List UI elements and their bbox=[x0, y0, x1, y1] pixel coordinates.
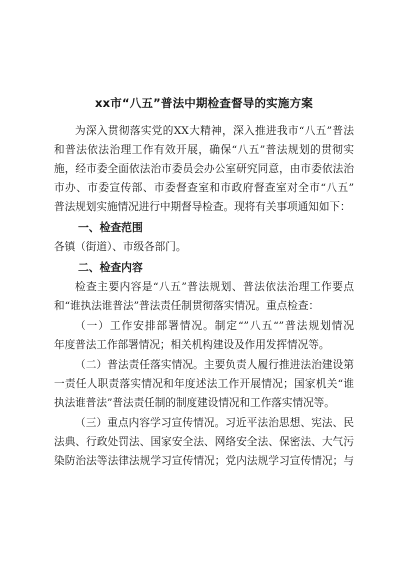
document-title: xx市“八五”普法中期检查督导的实施方案 bbox=[95, 96, 313, 110]
item3-line-2: 法典、行政处罚法、国家安全法、网络安全法、保密法、大气污 bbox=[54, 436, 354, 448]
item2-line-3: 执法谁普法”普法责任制的制度建设情况和工作落实情况等。 bbox=[54, 397, 335, 409]
intro-line-1: 为深入贯彻落实党的XX大精神，深入推进我市“八五”普法 bbox=[75, 125, 354, 137]
section1-text: 各镇（街道）、市级各部门。 bbox=[54, 241, 187, 253]
item2-line-1: （二）普法责任落实情况。主要负责人履行推进法治建设第 bbox=[75, 359, 354, 371]
section2-intro-line-1: 检查主要内容是“八五”普法规划、普法依法治理工作要点 bbox=[75, 281, 354, 293]
intro-line-2: 和普法依法治理工作有效开展，确保“八五”普法规划的贯彻实 bbox=[54, 144, 354, 156]
item3-line-3: 染防治法等法律法规学习宣传情况；党内法规学习宣传情况；与 bbox=[54, 455, 354, 467]
intro-line-3: 施，经市委全面依法治市委员会办公室研究同意，由市委依法治 bbox=[54, 163, 354, 175]
item1-line-2: 年度普法工作部署情况；相关机构建设及作用发挥情况等。 bbox=[54, 339, 330, 351]
item1-line-1: （一）工作安排部署情况。制定“”八五“”普法规划情况 bbox=[75, 320, 354, 332]
item3-line-1: （三）重点内容学习宣传情况。习近平法治思想、宪法、民 bbox=[75, 417, 354, 429]
intro-line-5: 普法规划实施情况进行中期督导检查。现将有关事项通知如下： bbox=[54, 201, 351, 213]
section2-intro-line-2: 和“谁执法谁普法”普法责任制贯彻落实情况。重点检查： bbox=[54, 300, 320, 312]
section2-heading: 二、检查内容 bbox=[78, 261, 143, 274]
section1-heading: 一、检查范围 bbox=[78, 221, 143, 234]
intro-line-4: 市办、市委宣传部、市委督查室和市政府督查室对全市“八五” bbox=[54, 182, 354, 194]
item2-line-2: 一责任人职责落实情况和年度述法工作开展情况；国家机关“谁 bbox=[54, 378, 354, 390]
